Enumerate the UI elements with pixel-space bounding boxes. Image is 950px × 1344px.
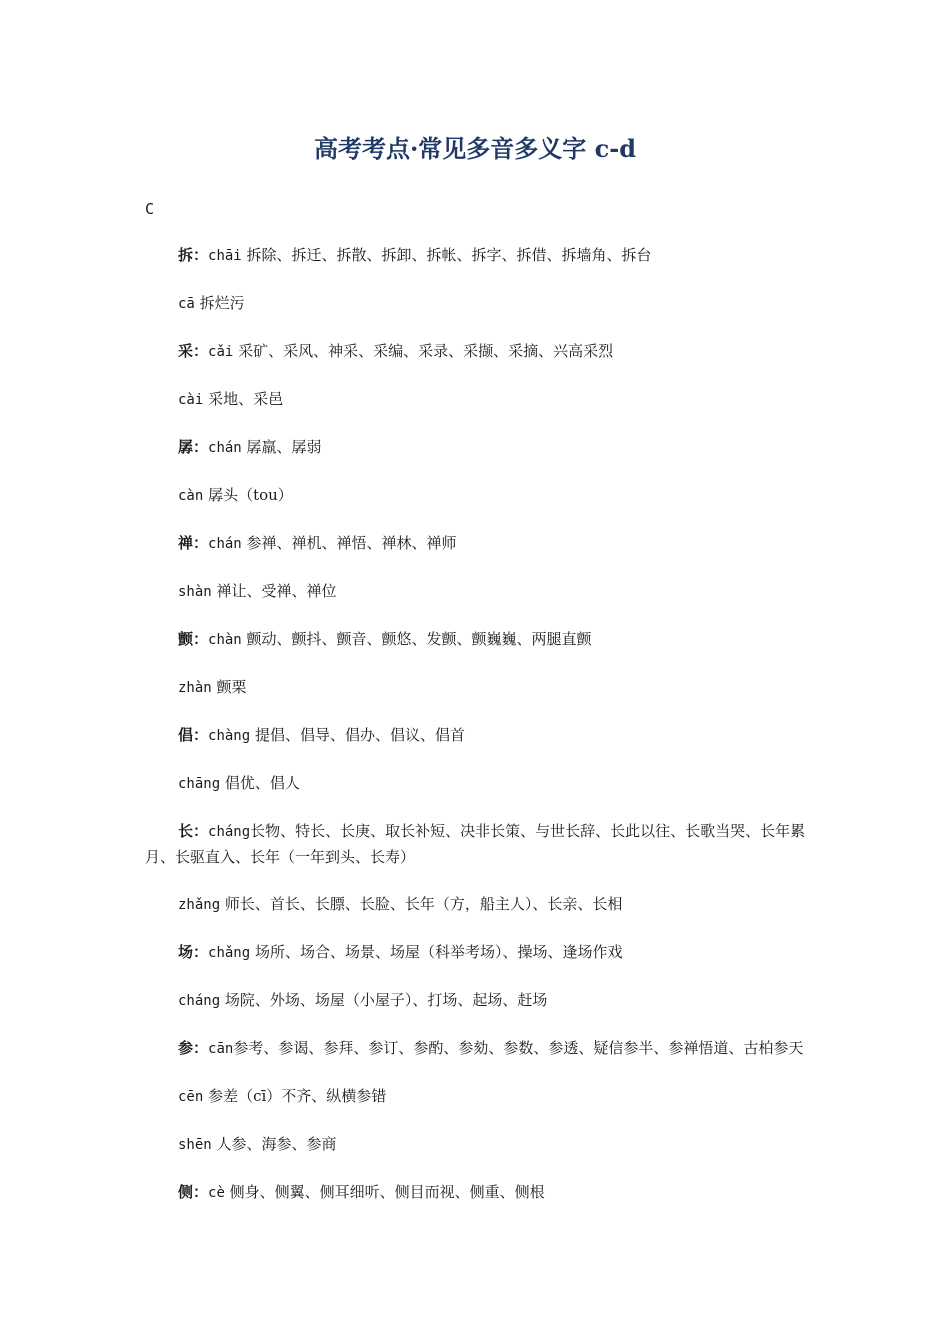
entry-words: 采矿、采风、神采、采编、采录、采撷、采摘、兴高采烈 bbox=[233, 342, 614, 360]
entry-words: 提倡、倡导、倡办、倡议、倡首 bbox=[250, 726, 465, 744]
entry-pinyin: chāi bbox=[208, 248, 242, 264]
entry-paragraph bbox=[145, 339, 807, 365]
entry-paragraph bbox=[145, 435, 807, 461]
entry-words: 孱头（tou） bbox=[203, 486, 293, 504]
entry-pinyin: càn bbox=[178, 488, 204, 504]
entry-headword: 禅： bbox=[178, 534, 209, 552]
entry-paragraph bbox=[145, 627, 807, 653]
entry-pinyin: zhàn bbox=[178, 680, 212, 696]
entry-words: 拆除、拆迁、拆散、拆卸、拆帐、拆字、拆借、拆墙角、拆台 bbox=[241, 246, 652, 264]
entry-paragraph bbox=[145, 579, 807, 605]
entry-headword: 场： bbox=[178, 943, 209, 961]
entry-pinyin: cè bbox=[208, 1185, 225, 1201]
entry-pinyin: cān bbox=[208, 1041, 234, 1057]
entry-paragraph bbox=[145, 892, 807, 918]
entry-paragraph bbox=[145, 531, 807, 557]
section-letter: C bbox=[145, 200, 155, 218]
document-title: 高考考点·常见多音多义字 c-d bbox=[313, 134, 637, 163]
entry-pinyin: chàng bbox=[208, 728, 251, 744]
entry-words: 采地、采邑 bbox=[203, 390, 284, 408]
entry-pinyin: zhǎng bbox=[178, 897, 221, 913]
entry-list bbox=[145, 243, 807, 1228]
entry-words: 参考、参谒、参拜、参订、参酌、参劾、参数、参透、疑信参半、参禅悟道、古柏参天 bbox=[233, 1039, 804, 1057]
entry-paragraph bbox=[145, 675, 807, 701]
entry-words: 参禅、禅机、禅悟、禅林、禅师 bbox=[241, 534, 457, 552]
entry-paragraph bbox=[145, 940, 807, 966]
entry-words: 参差（cī）不齐、纵横参错 bbox=[203, 1087, 387, 1105]
entry-headword: 长： bbox=[178, 822, 209, 840]
entry-paragraph bbox=[145, 243, 807, 269]
entry-words: 颤栗 bbox=[211, 678, 247, 696]
entry-pinyin: cài bbox=[178, 392, 204, 408]
entry-paragraph bbox=[145, 1132, 807, 1158]
entry-pinyin: cǎi bbox=[208, 344, 234, 360]
entry-pinyin: chāng bbox=[178, 776, 221, 792]
entry-headword: 侧： bbox=[178, 1183, 209, 1201]
entry-pinyin: chán bbox=[208, 440, 242, 456]
entry-words: 拆烂污 bbox=[194, 294, 245, 312]
entry-pinyin: cháng bbox=[178, 993, 221, 1009]
entry-paragraph bbox=[145, 291, 807, 317]
entry-paragraph bbox=[145, 387, 807, 413]
entry-words: 颤动、颤抖、颤音、颤悠、发颤、颤巍巍、两腿直颤 bbox=[241, 630, 592, 648]
entry-words: 场院、外场、场屋（小屋子）、打场、起场、赶场 bbox=[220, 991, 548, 1009]
entry-paragraph bbox=[145, 771, 807, 797]
entry-words: 师长、首长、长膘、长脸、长年（方，船主人）、长亲、长相 bbox=[220, 895, 623, 913]
entry-words: 孱羸、孱弱 bbox=[241, 438, 322, 456]
entry-paragraph bbox=[145, 483, 807, 509]
entry-headword: 拆： bbox=[178, 246, 209, 264]
entry-words: 场所、场合、场景、场屋（科举考场）、操场、逢场作戏 bbox=[250, 943, 623, 961]
entry-pinyin: shàn bbox=[178, 584, 212, 600]
entry-paragraph bbox=[145, 819, 807, 870]
entry-words: 长物、特长、长庚、取长补短、决非长策、与世长辞、长此以往、长歌当哭、长年累月、长驱直入、长年（一年到头、长寿） bbox=[145, 822, 806, 866]
entry-paragraph bbox=[145, 1180, 807, 1206]
entry-headword: 颤： bbox=[178, 630, 209, 648]
entry-paragraph bbox=[145, 723, 807, 749]
entry-pinyin: chán bbox=[208, 536, 242, 552]
entry-headword: 参： bbox=[178, 1039, 209, 1057]
entry-words: 禅让、受禅、禅位 bbox=[211, 582, 337, 600]
entry-headword: 孱： bbox=[178, 438, 209, 456]
entry-words: 倡优、倡人 bbox=[220, 774, 300, 792]
entry-headword: 采： bbox=[178, 342, 209, 360]
entry-words: 侧身、侧翼、侧耳细听、侧目而视、侧重、侧根 bbox=[224, 1183, 545, 1201]
entry-headword: 倡： bbox=[178, 726, 209, 744]
entry-pinyin: cā bbox=[178, 296, 195, 312]
entry-pinyin: chàn bbox=[208, 632, 242, 648]
entry-pinyin: cháng bbox=[208, 824, 251, 840]
entry-paragraph bbox=[145, 988, 807, 1014]
entry-paragraph bbox=[145, 1036, 807, 1062]
entry-paragraph bbox=[145, 1084, 807, 1110]
entry-pinyin: chǎng bbox=[208, 945, 251, 961]
entry-pinyin: shēn bbox=[178, 1137, 212, 1153]
entry-words: 人参、海参、参商 bbox=[211, 1135, 337, 1153]
entry-pinyin: cēn bbox=[178, 1089, 204, 1105]
